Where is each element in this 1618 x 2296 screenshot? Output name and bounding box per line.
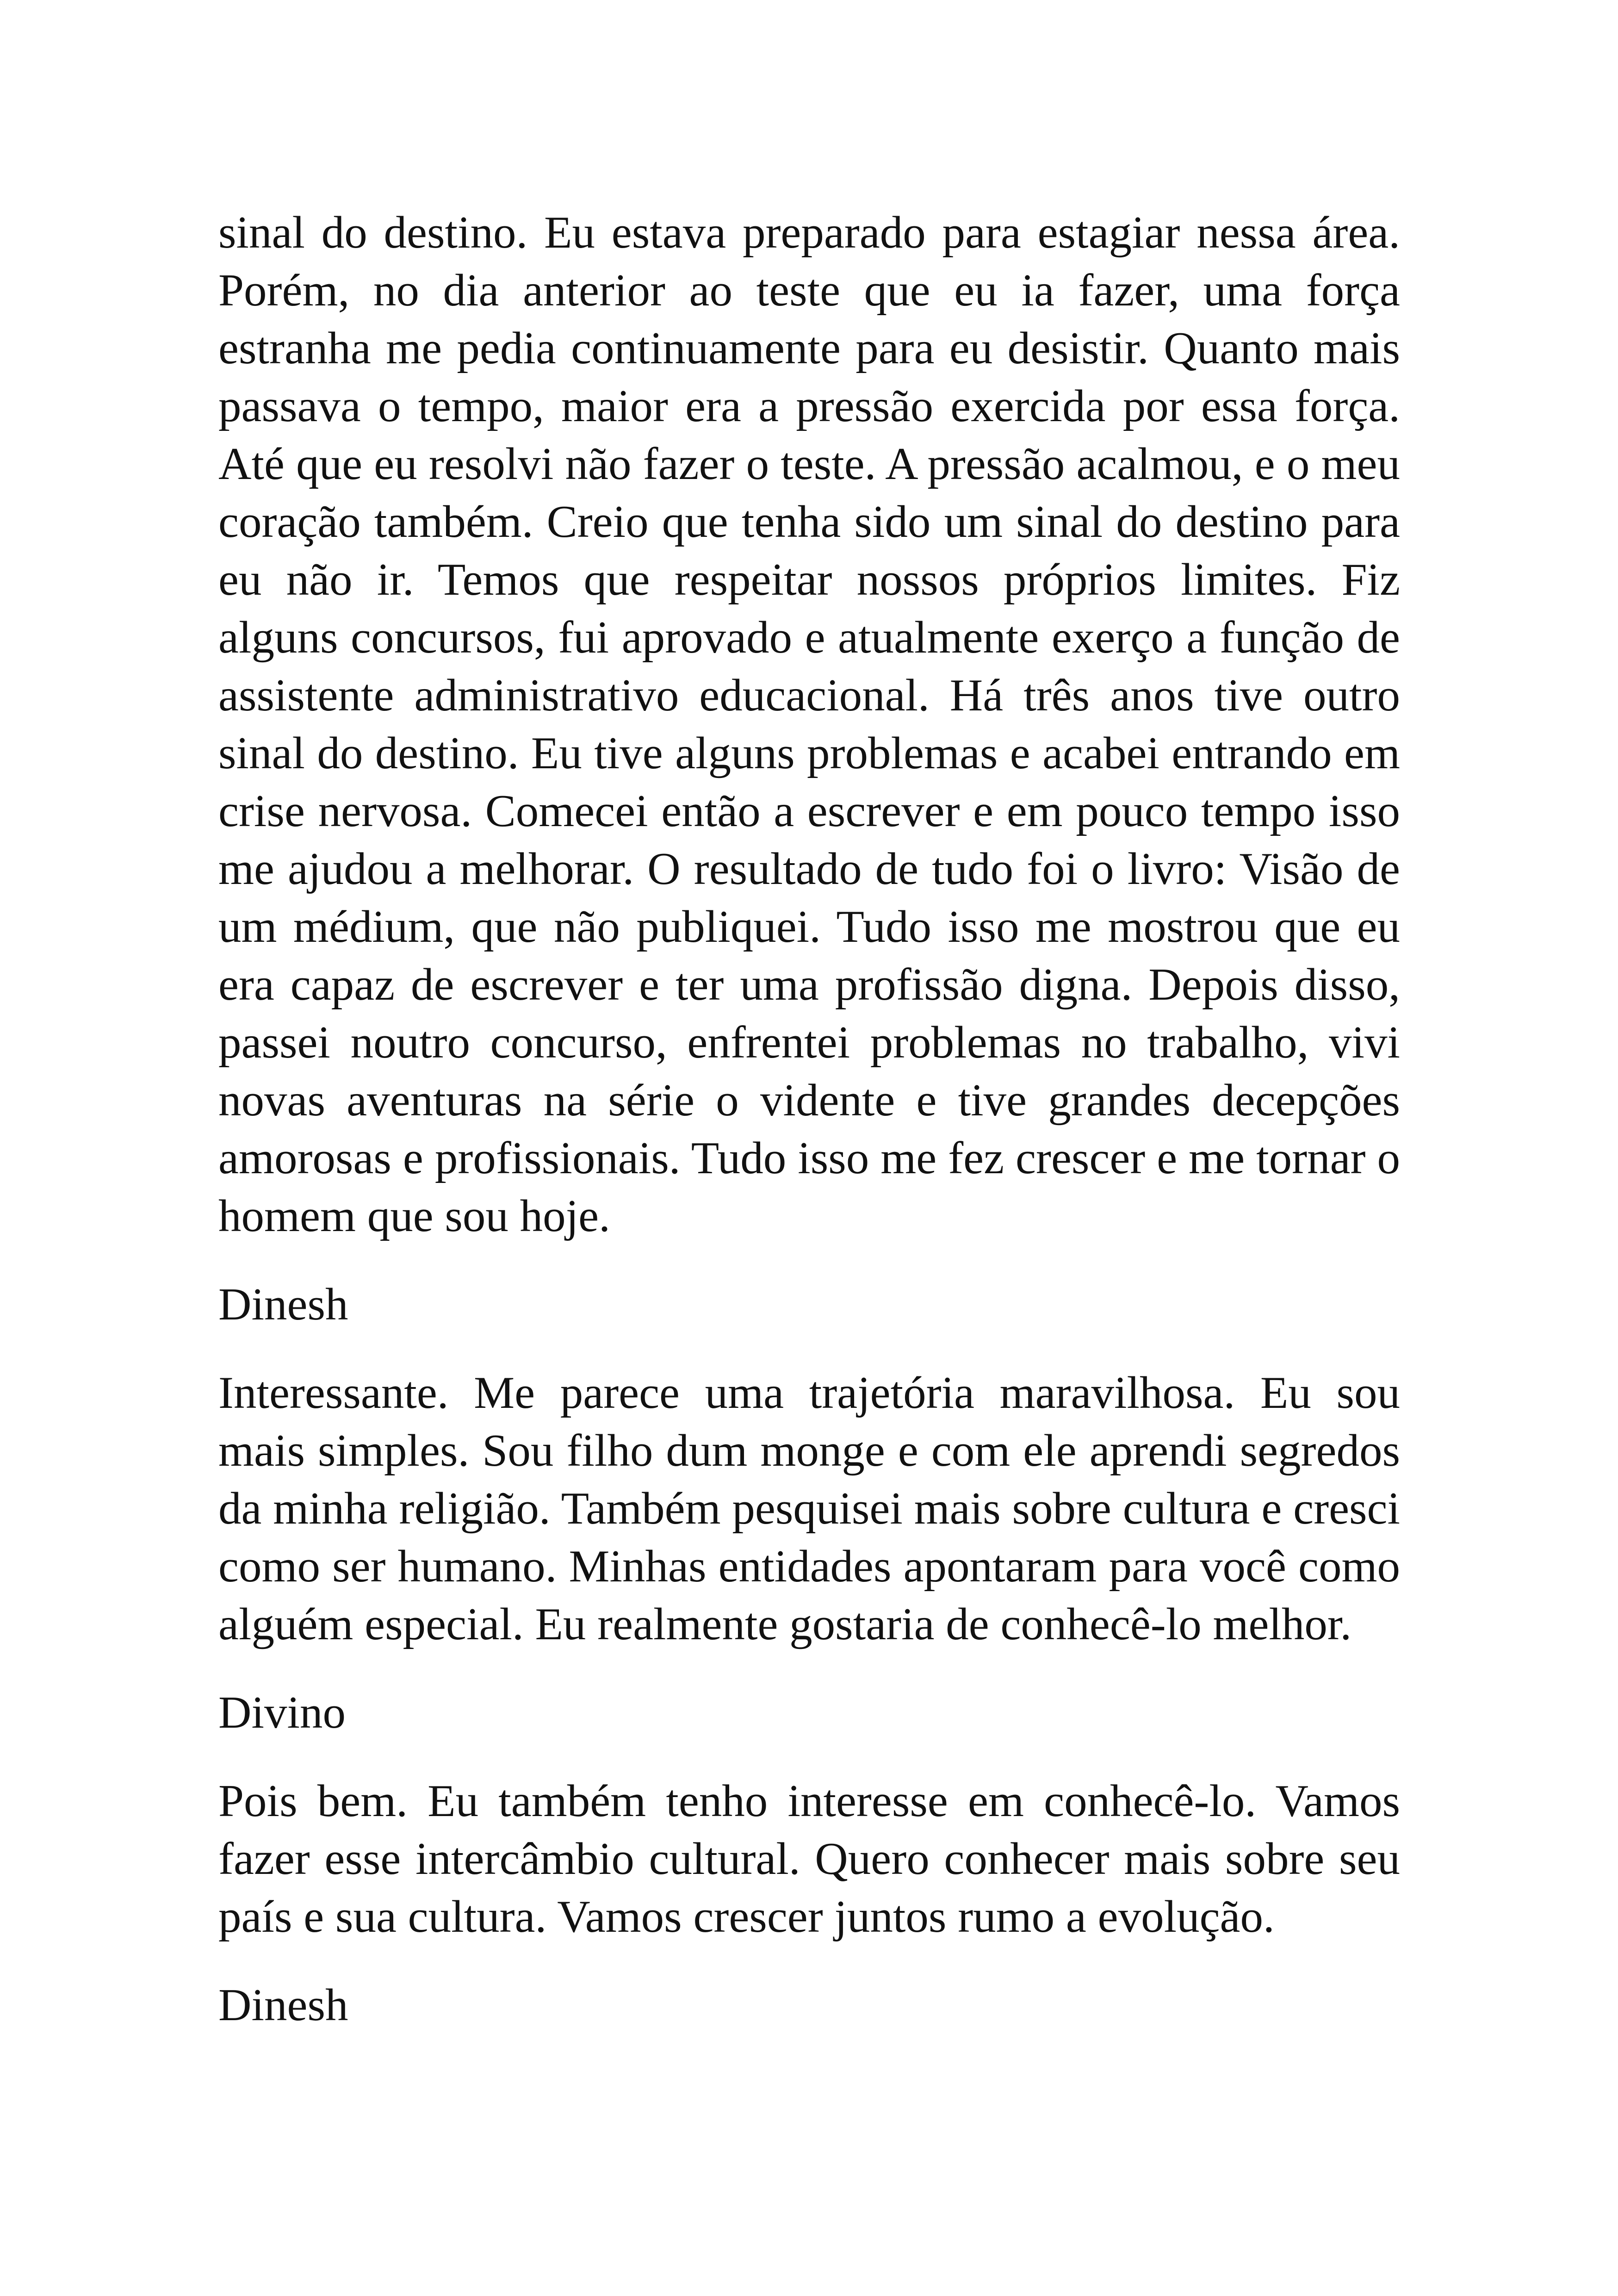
paragraph-3: Pois bem. Eu também tenho interesse em conhecê-lo. Vamos fazer esse intercâmbio cultural. Quero conhecer mais sobre seu país e sua cultura. Vamos crescer juntos rumo a evolução. bbox=[218, 1776, 1400, 1942]
speaker-name-1: Dinesh bbox=[218, 1279, 348, 1330]
speaker-name-2: Divino bbox=[218, 1687, 346, 1738]
paragraph-1: sinal do destino. Eu estava preparado para estagiar nessa área. Porém, no dia anterior ao teste que eu ia fazer, uma força estranha me pedia continuamente para eu desistir. Quanto mais passava o tempo, maior era a pressão exercida por essa força. Até que eu resolvi não fazer o teste. A pressão acalmou, e o meu coração também. Creio que tenha sido um sinal do destino para eu não ir. Temos que respeitar nossos próprios limites. Fiz alguns concursos, fui aprovado e atualmente exerço a função de assistente administrativo educacional. Há três anos tive outro sinal do destino. Eu tive alguns problemas e acabei entrando em crise nervosa. Comecei então a escrever e em pouco tempo isso me ajudou a melhorar. O resultado de tudo foi o livro: Visão de um médium, que não publiquei. Tudo isso me mostrou que eu era capaz de escrever e ter uma profissão digna. Depois disso, passei noutro concurso, enfrentei problemas no trabalho, vivi novas aventuras na série o vidente e tive grandes decepções amorosas e profissionais. Tudo isso me fez crescer e me tornar o homem que sou hoje. bbox=[218, 207, 1400, 1241]
body-text bbox=[218, 204, 1400, 2065]
paragraph-2: Interessante. Me parece uma trajetória maravilhosa. Eu sou mais simples. Sou filho dum monge e com ele aprendi segredos da minha religião. Também pesquisei mais sobre cultura e cresci como ser humano. Minhas entidades apontaram para você como alguém especial. Eu realmente gostaria de conhecê-lo melhor. bbox=[218, 1368, 1400, 1649]
speaker-name-3: Dinesh bbox=[218, 1980, 348, 2030]
